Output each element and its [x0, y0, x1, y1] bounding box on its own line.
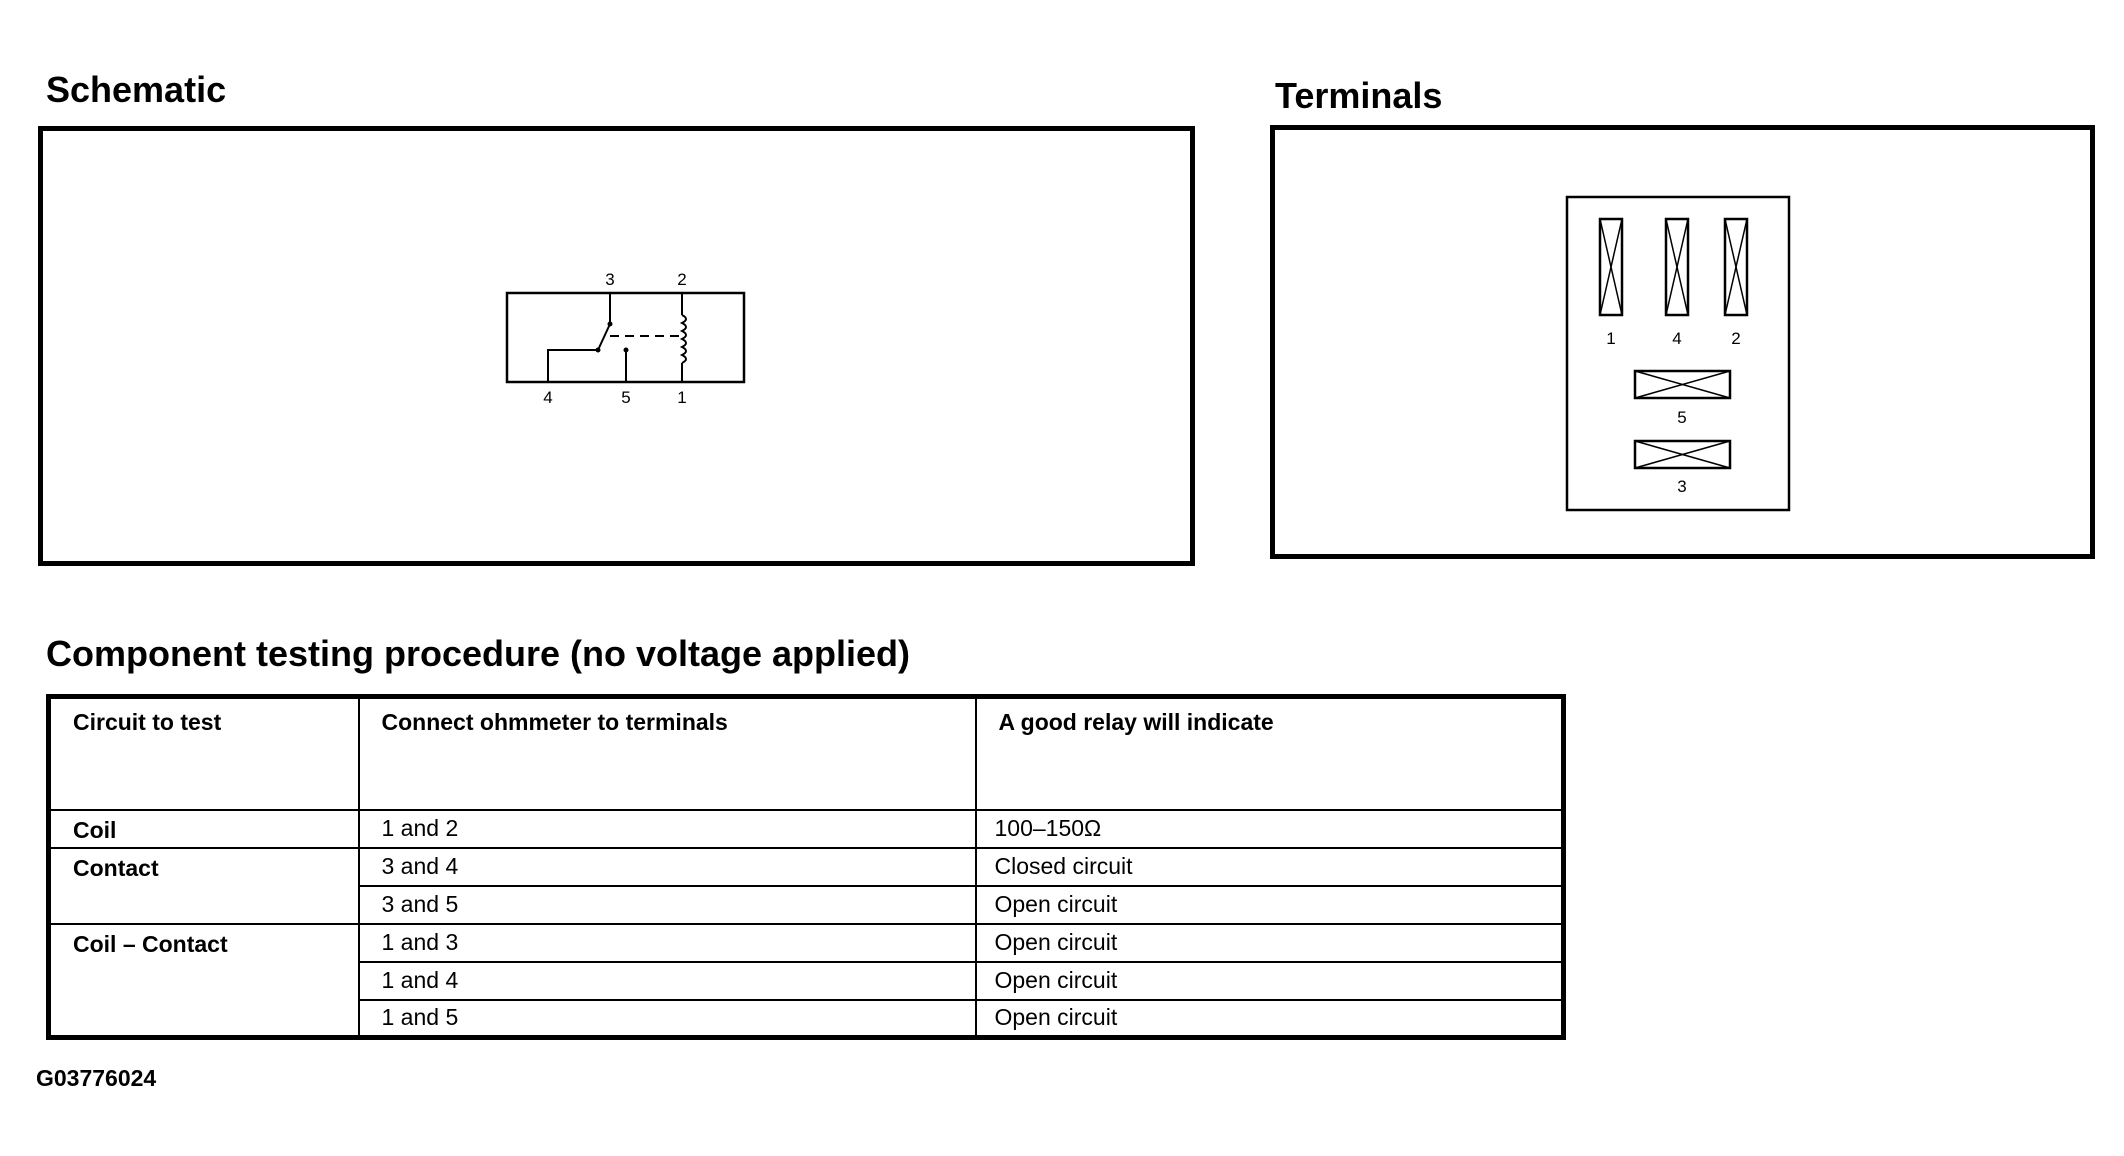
terminals-cell: 1 and 2 — [359, 810, 976, 848]
terminals-cell: 3 and 5 — [359, 886, 976, 924]
terminals-cell: 1 and 4 — [359, 962, 976, 1000]
circuit-cell: Coil — [49, 810, 359, 848]
terminals-cell: 1 and 5 — [359, 1000, 976, 1038]
result-cell: Open circuit — [976, 886, 1564, 924]
terminals-cell: 1 and 3 — [359, 924, 976, 962]
result-cell: Open circuit — [976, 924, 1564, 962]
table-row — [49, 848, 1564, 886]
terminals-title: Terminals — [1275, 75, 1443, 116]
terminals-label-5: 5 — [1677, 408, 1687, 427]
result-cell: Open circuit — [976, 962, 1564, 1000]
schematic-label-5: 5 — [621, 388, 631, 407]
switch-arm — [598, 324, 610, 350]
result-cell: Open circuit — [976, 1000, 1564, 1038]
table-header-row — [49, 697, 1564, 810]
switch-contact-point — [596, 348, 601, 353]
terminal-blade-1 — [1600, 219, 1622, 315]
schematic-label-4: 4 — [543, 388, 553, 407]
schematic-label-3: 3 — [605, 270, 615, 289]
terminals-label-1: 1 — [1606, 329, 1616, 348]
test-procedure-table — [46, 694, 1566, 1040]
procedure-title: Component testing procedure (no voltage applied) — [46, 633, 911, 674]
schematic-label-1: 1 — [677, 388, 687, 407]
relay-schematic — [43, 131, 1190, 561]
terminal-4-lead — [548, 350, 596, 382]
relay-terminal-layout — [1275, 130, 2090, 554]
terminal-blade-3 — [1635, 441, 1730, 468]
coil-winding — [682, 315, 686, 363]
header-circuit-to-test: Circuit to test — [49, 697, 359, 810]
figure-id: G03776024 — [36, 1065, 157, 1091]
terminals-cell: 3 and 4 — [359, 848, 976, 886]
schematic-label-2: 2 — [677, 270, 687, 289]
circuit-cell: Contact — [49, 848, 359, 924]
table-row — [49, 810, 1564, 848]
switch-pivot — [608, 322, 613, 327]
terminals-label-3: 3 — [1677, 477, 1687, 496]
schematic-panel — [38, 126, 1195, 566]
header-connect-ohmmeter: Connect ohmmeter to terminals — [359, 697, 976, 810]
terminals-panel — [1270, 125, 2095, 559]
result-cell: Closed circuit — [976, 848, 1564, 886]
terminal-blade-2 — [1725, 219, 1747, 315]
terminal-blade-4 — [1666, 219, 1688, 315]
table-row — [49, 924, 1564, 962]
header-good-relay-indication: A good relay will indicate — [976, 697, 1564, 810]
result-cell: 100–150Ω — [976, 810, 1564, 848]
terminals-label-4: 4 — [1672, 329, 1682, 348]
terminal-blade-5 — [1635, 371, 1730, 398]
schematic-title: Schematic — [46, 69, 227, 110]
terminals-label-2: 2 — [1731, 329, 1741, 348]
circuit-cell: Coil – Contact — [49, 924, 359, 1038]
